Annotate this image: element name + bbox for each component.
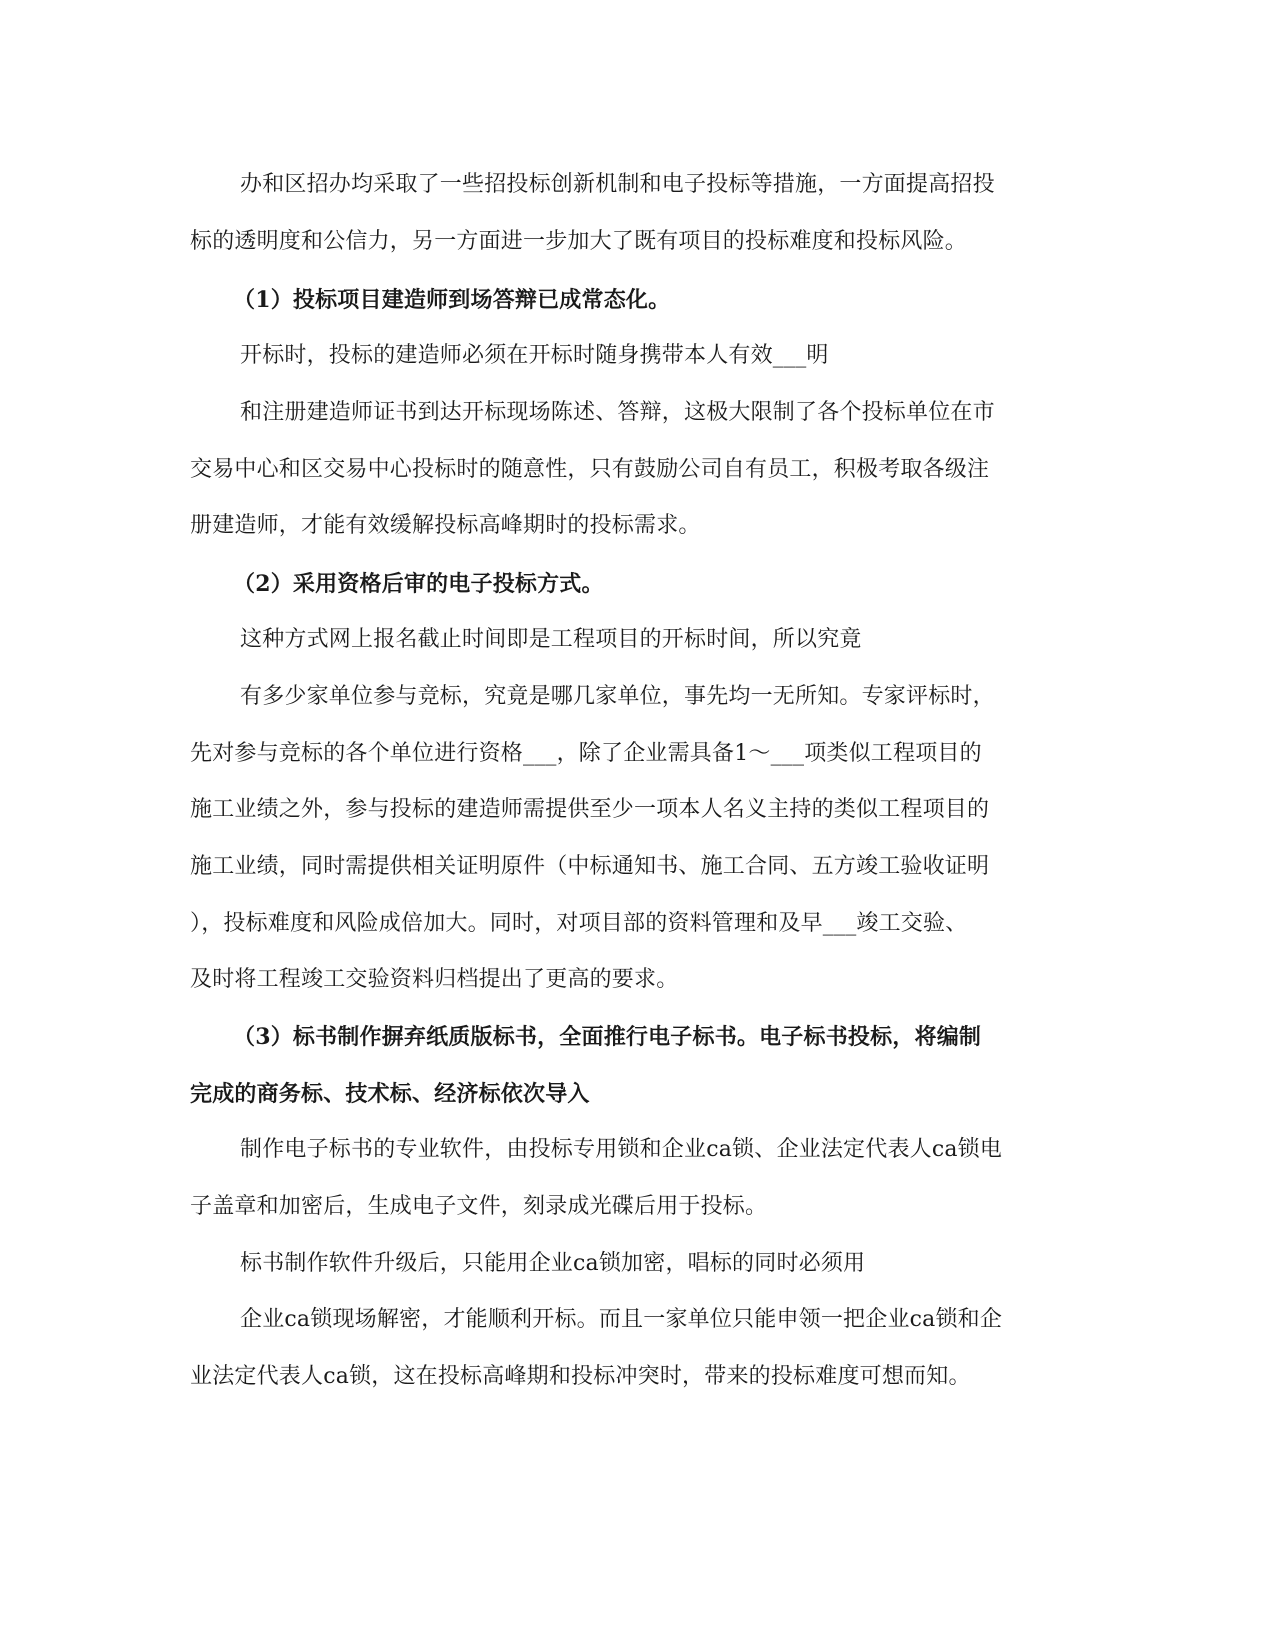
paragraph-line: 标的透明度和公信力，另一方面进一步加大了既有项目的投标难度和投标风险。 xyxy=(190,229,968,254)
paragraph-line: 和注册建造师证书到达开标现场陈述、答辩，这极大限制了各个投标单位在市 xyxy=(240,400,995,425)
paragraph-line: 及时将工程竣工交验资料归档提出了更高的要求。 xyxy=(190,967,679,992)
section-heading-1: （1）投标项目建造师到场答辩已成常态化。 xyxy=(233,287,671,313)
paragraph-line: 企业ca锁现场解密，才能顺利开标。而且一家单位只能申领一把企业ca锁和企 xyxy=(240,1307,1003,1332)
paragraph-line: 子盖章和加密后，生成电子文件，刻录成光碟后用于投标。 xyxy=(190,1194,768,1219)
paragraph-line: 开标时，投标的建造师必须在开标时随身携带本人有效___明 xyxy=(240,343,829,368)
paragraph-line: 先对参与竞标的各个单位进行资格___，除了企业需具备1～___项类似工程项目的 xyxy=(190,741,982,766)
paragraph-line: 交易中心和区交易中心投标时的随意性，只有鼓励公司自有员工，积极考取各级注 xyxy=(190,457,990,482)
section-heading-2: （2）采用资格后审的电子投标方式。 xyxy=(233,571,604,597)
paragraph-line: 业法定代表人ca锁，这在投标高峰期和投标冲突时，带来的投标难度可想而知。 xyxy=(190,1364,971,1389)
paragraph-line: ），投标难度和风险成倍加大。同时，对项目部的资料管理和及早___竣工交验、 xyxy=(190,911,968,936)
paragraph-line: 施工业绩之外，参与投标的建造师需提供至少一项本人名义主持的类似工程项目的 xyxy=(190,797,990,822)
paragraph-line: 标书制作软件升级后，只能用企业ca锁加密，唱标的同时必须用 xyxy=(240,1251,866,1276)
paragraph-line: 册建造师，才能有效缓解投标高峰期时的投标需求。 xyxy=(190,513,701,538)
paragraph-line: 有多少家单位参与竞标，究竟是哪几家单位，事先均一无所知。专家评标时， xyxy=(240,684,995,709)
section-heading-3: （3）标书制作摒弃纸质版标书，全面推行电子标书。电子标书投标，将编制 xyxy=(233,1024,982,1050)
paragraph-line: 施工业绩，同时需提供相关证明原件（中标通知书、施工合同、五方竣工验收证明 xyxy=(190,854,990,879)
paragraph-line: 办和区招办均采取了一些招投标创新机制和电子投标等措施，一方面提高招投 xyxy=(240,172,995,197)
paragraph-line: 这种方式网上报名截止时间即是工程项目的开标时间，所以究竟 xyxy=(240,627,862,652)
section-heading-3-continued: 完成的商务标、技术标、经济标依次导入 xyxy=(190,1081,590,1107)
paragraph-line: 制作电子标书的专业软件，由投标专用锁和企业ca锁、企业法定代表人ca锁电 xyxy=(240,1137,1003,1162)
